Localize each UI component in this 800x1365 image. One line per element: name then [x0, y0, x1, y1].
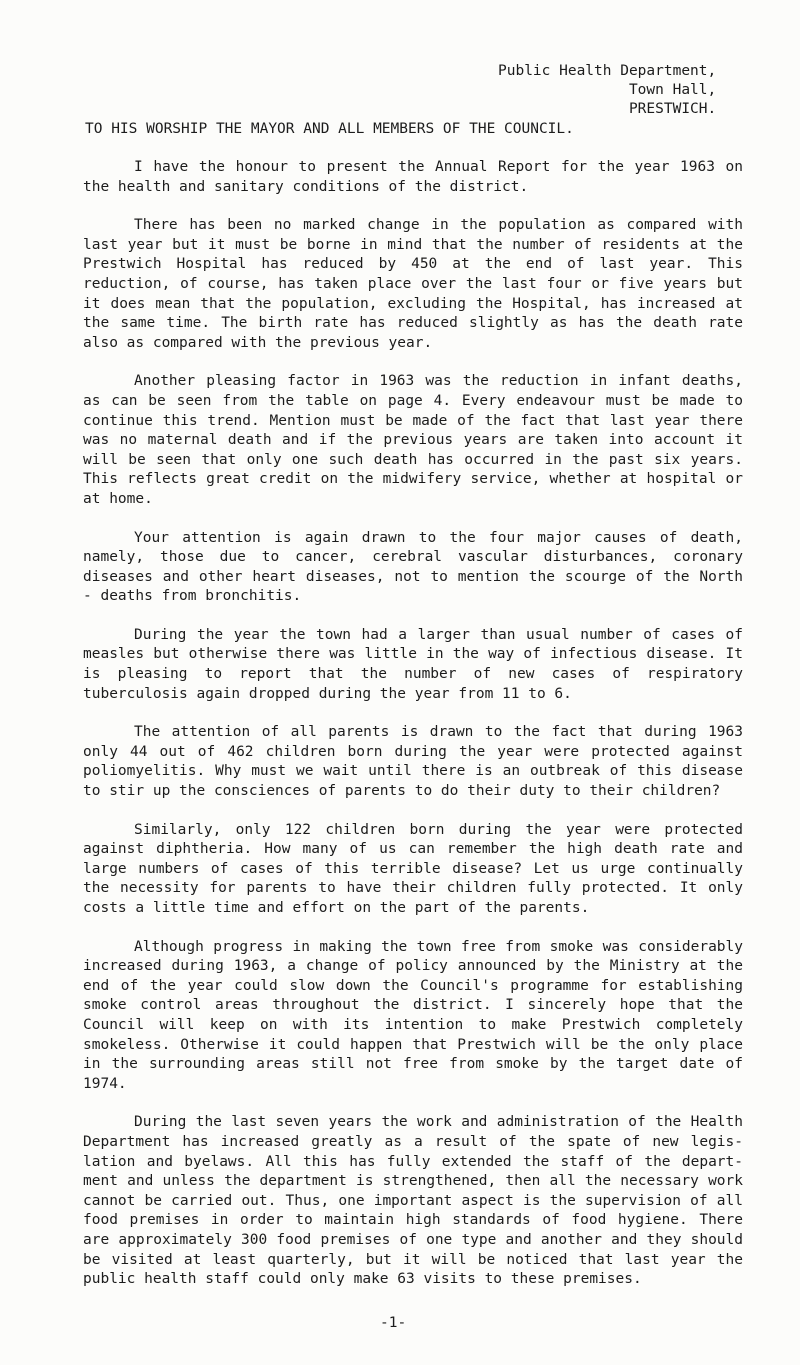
- sender-address: [498, 62, 716, 119]
- paragraph-food-premises: During the last seven years the work and administration of the Health Department has increased greatly as a result of the spate of new legis-lation and byelaws. All this has fully extended the staff of the depart-ment and unless the department is strengthened, then all the necessary work cannot be carried out. Thus, one important aspect is the supervision of all food premises in order to maintain high standards of food hygiene. There are approximately 300 food premises of one type and another and they should be visited at least quarterly, but it will be noticed that last year the public health staff could only make 63 visits to these premises.: [83, 1114, 743, 1288]
- paragraph-infectious-disease: During the year the town had a larger than usual number of cases of measles but otherwise there was little in the way of infectious disease. It is pleasing to report that the number of new cases of respiratory tuberculosis again dropped during the year from 11 to 6.: [83, 626, 743, 702]
- paragraph-causes-of-death: Your attention is again drawn to the four major causes of death, namely, those due to cancer, cerebral vascular disturbances, coronary diseases and other heart diseases, not to mention the scourge of the North - deaths from bronchitis.: [83, 529, 743, 605]
- address-line-town: PRESTWICH.: [628, 101, 717, 117]
- paragraph-infant-deaths: Another pleasing factor in 1963 was the reduction in infant deaths, as can be seen from the table on page 4. Every endeavour must be made to continue this trend. Mention must be made of the fact that last year there was no maternal death and if the previous years are taken into account it will be seen that only one such death has occurred in the past six years. This reflects great credit on the midwifery service, whether at hospital or at home.: [83, 373, 743, 507]
- paragraph-diphtheria: Similarly, only 122 children born during the year were protected against diphtheria. How many of us can remember the high death rate and large numbers of cases of this terrible disease? Let us urge continually the necessity for parents to have their children fully protected. It only costs a little time and effort on the part of the parents.: [83, 821, 743, 916]
- paragraph-population: There has been no marked change in the population as compared with last year but it must be borne in mind that the number of residents at the Prestwich Hospital has reduced by 450 at the end of last year. This reduction, of course, has taken place over the last four or five years but it does mean that the population, excluding the Hospital, has increased at the same time. The birth rate has reduced slightly as has the death rate also as compared with the previous year.: [83, 217, 743, 351]
- address-line-building: Town Hall,: [628, 82, 717, 98]
- paragraph-smoke-control: Although progress in making the town free from smoke was considerably increased during 1963, a change of policy announced by the Ministry at the end of the year could slow down the Council's programme for establishing smoke control areas throughout the district. I sincerely hope that the Council will keep on with its intention to make Prestwich completely smokeless. Otherwise it could happen that Prestwich will be the only place in the surrounding areas still not free from smoke by the target date of 1974.: [83, 938, 743, 1092]
- address-line-department: Public Health Department,: [498, 63, 717, 79]
- salutation: TO HIS WORSHIP THE MAYOR AND ALL MEMBERS OF THE COUNCIL.: [85, 121, 574, 137]
- paragraph-poliomyelitis: The attention of all parents is drawn to the fact that during 1963 only 44 out of 462 children born during the year were protected against poliomyelitis. Why must we wait until there is an outbreak of this disease to stir up the consciences of parents to do their duty to their children?: [83, 724, 743, 800]
- paragraph-intro: I have the honour to present the Annual Report for the year 1963 on the health and sanitary conditions of the district.: [83, 159, 743, 195]
- letter-body: [83, 158, 743, 1309]
- page-number: -1-: [380, 1315, 407, 1331]
